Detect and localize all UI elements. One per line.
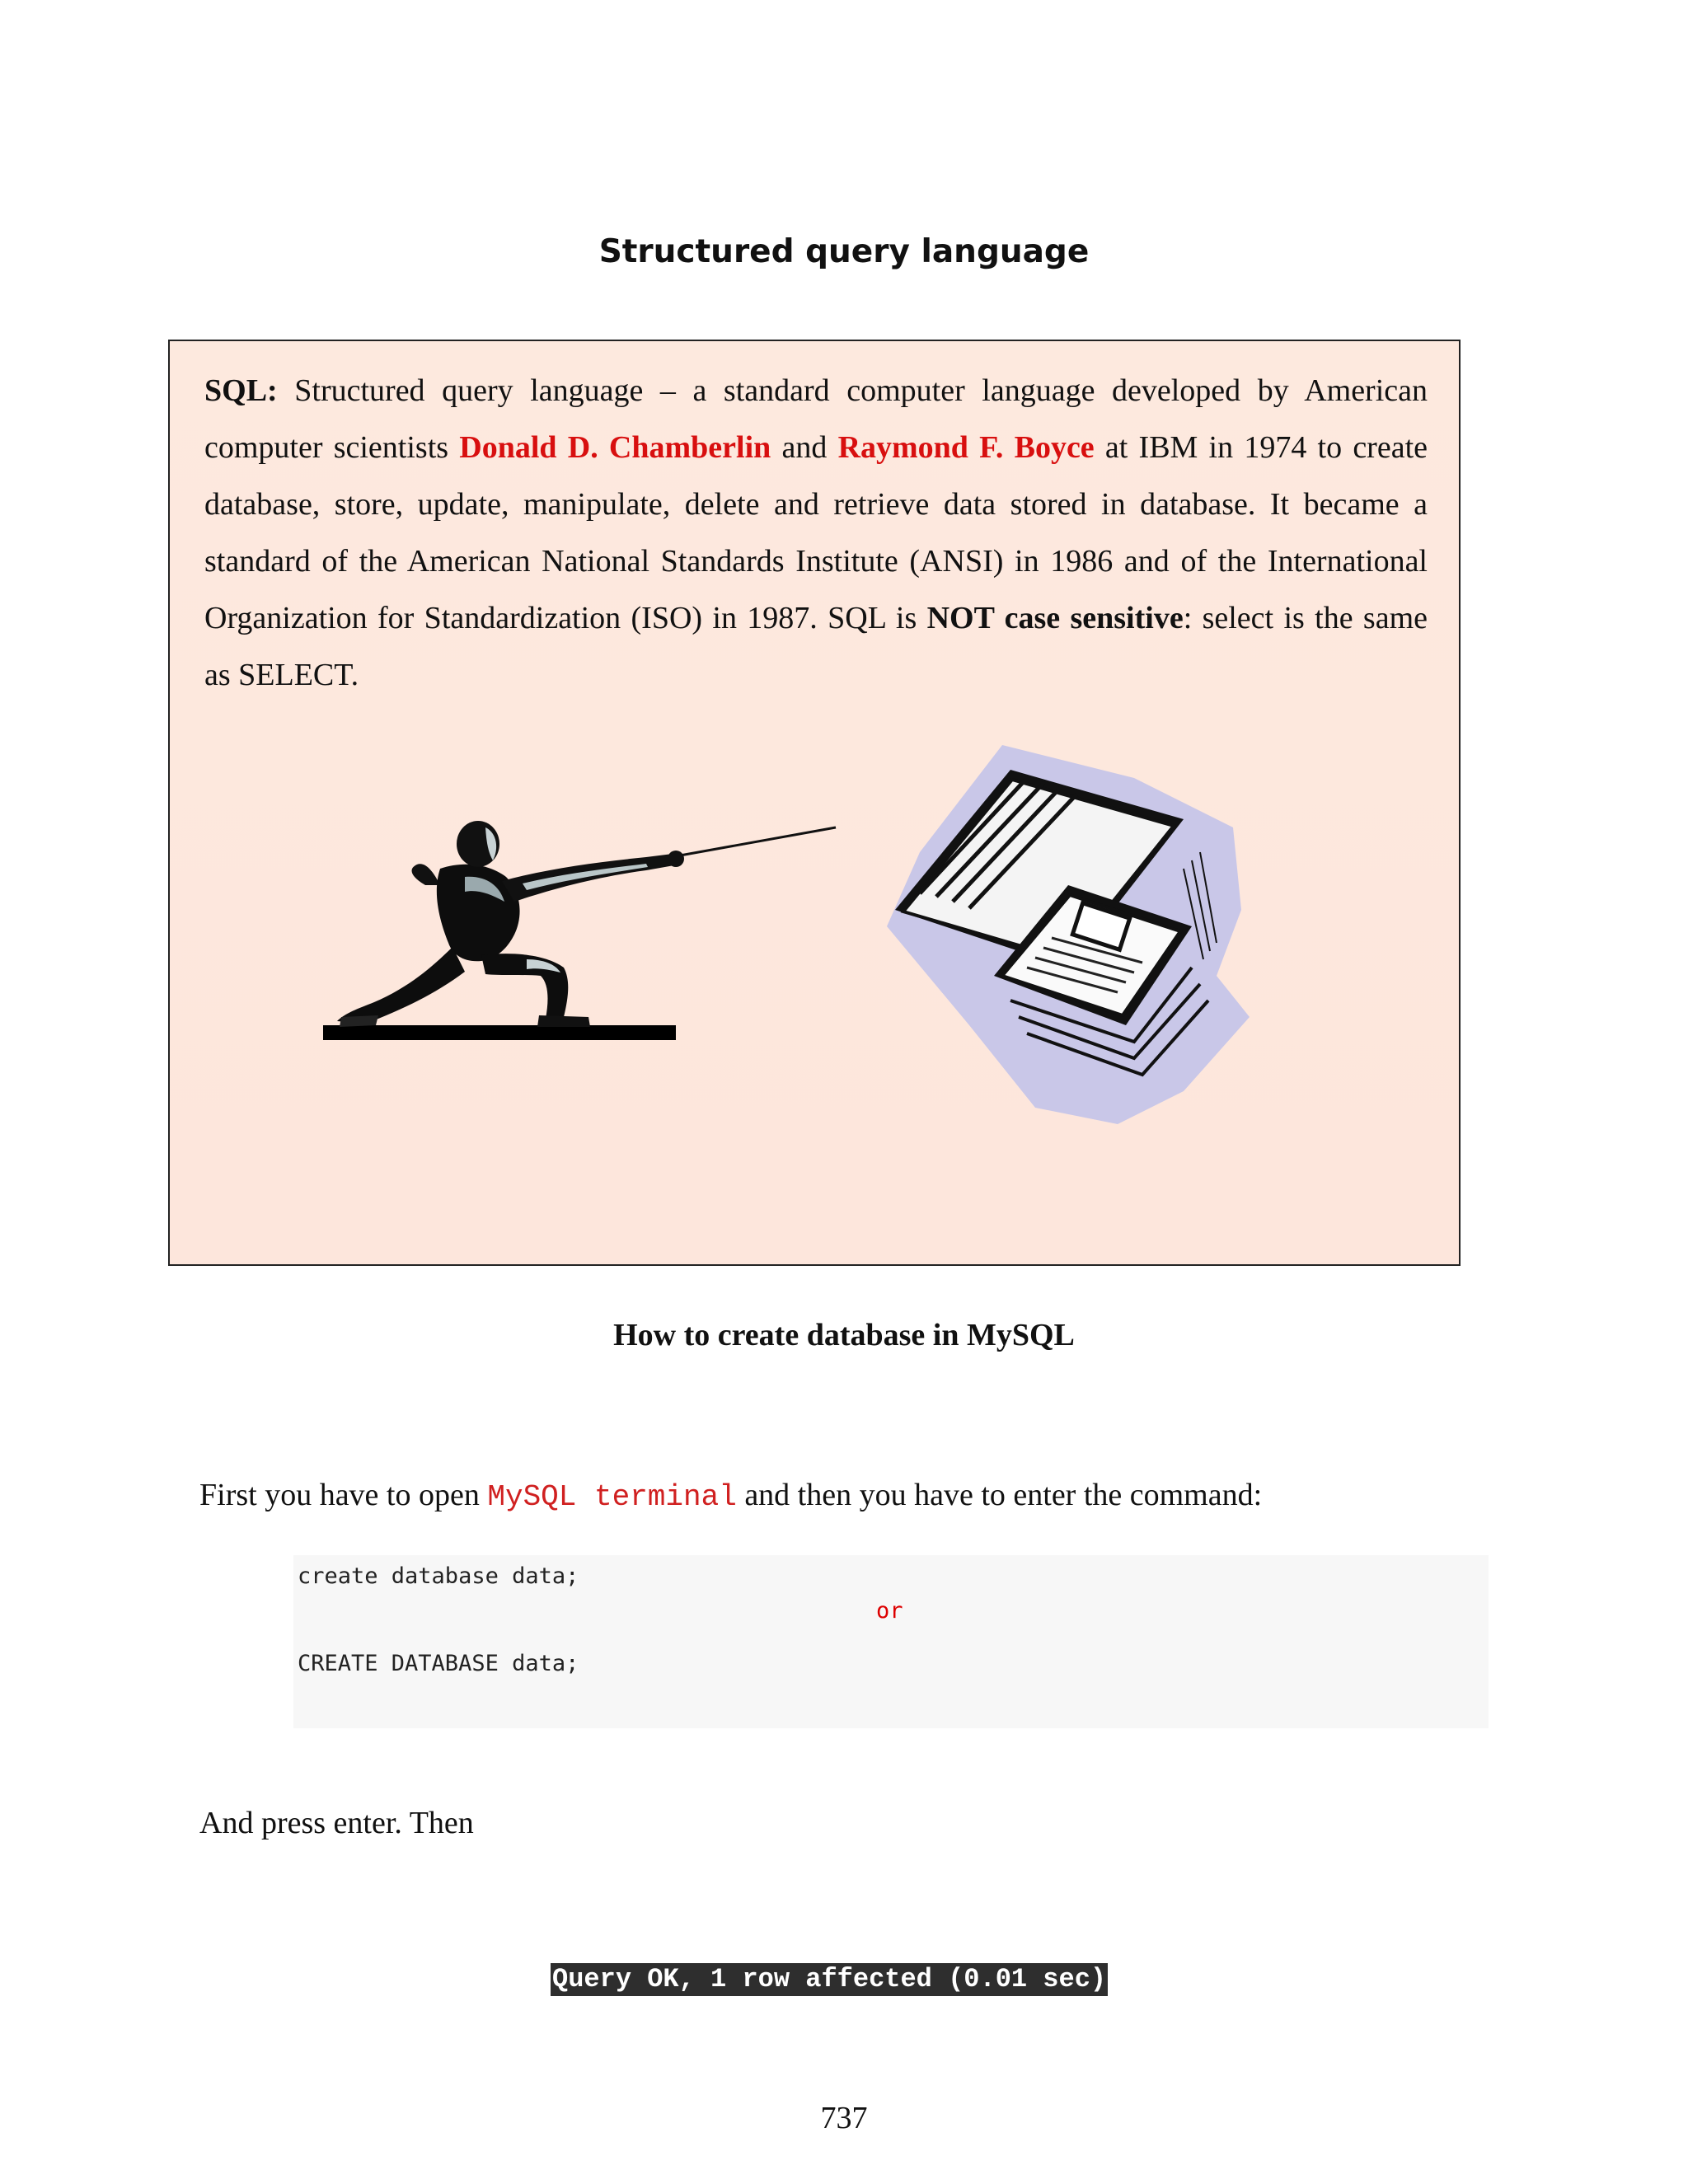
code-or-label: or (876, 1598, 903, 1624)
code-line-uppercase: CREATE DATABASE data; (298, 1651, 579, 1676)
page-title: Structured query language (598, 233, 1090, 270)
definition-text-1: Structured query language – a standard computer language developed by American computer scientists (204, 373, 1428, 465)
fencer-illustration (316, 786, 844, 1050)
query-result-output: Query OK, 1 row affected (0.01 sec) (552, 1964, 1107, 1994)
definition-text-2: and (771, 430, 838, 465)
press-enter-text: And press enter. Then (199, 1806, 474, 1840)
floppy-disks-illustration (887, 729, 1250, 1141)
definition-text-3: at IBM in 1974 to create database, store, update, manipulate, delete and retrieve data stored in database. It became a standard of the American National Standards Institute (ANSI) in 1986 and of the International Organization for Standardization (ISO) in 1987. SQL is (204, 430, 1428, 635)
sql-definition-box (168, 340, 1461, 1266)
intro-text-before: First you have to open (199, 1478, 488, 1512)
code-line-lowercase: create database data; (298, 1563, 579, 1589)
name-chamberlin: Donald D. Chamberlin (459, 430, 771, 465)
sql-definition-paragraph (204, 363, 1428, 704)
code-block (293, 1555, 1489, 1728)
name-boyce: Raymond F. Boyce (837, 430, 1095, 465)
definition-text-4: : select is the same as SELECT. (204, 601, 1428, 692)
section-heading: How to create database in MySQL (613, 1318, 1075, 1352)
mysql-terminal-code: MySQL terminal (487, 1480, 737, 1514)
case-sensitivity-emphasis: NOT case sensitive (926, 601, 1184, 635)
intro-text-after: and then you have to enter the command: (736, 1478, 1263, 1512)
intro-paragraph (199, 1477, 1262, 1514)
page-number: 737 (820, 2101, 868, 2135)
sql-term: SQL: (204, 373, 278, 408)
